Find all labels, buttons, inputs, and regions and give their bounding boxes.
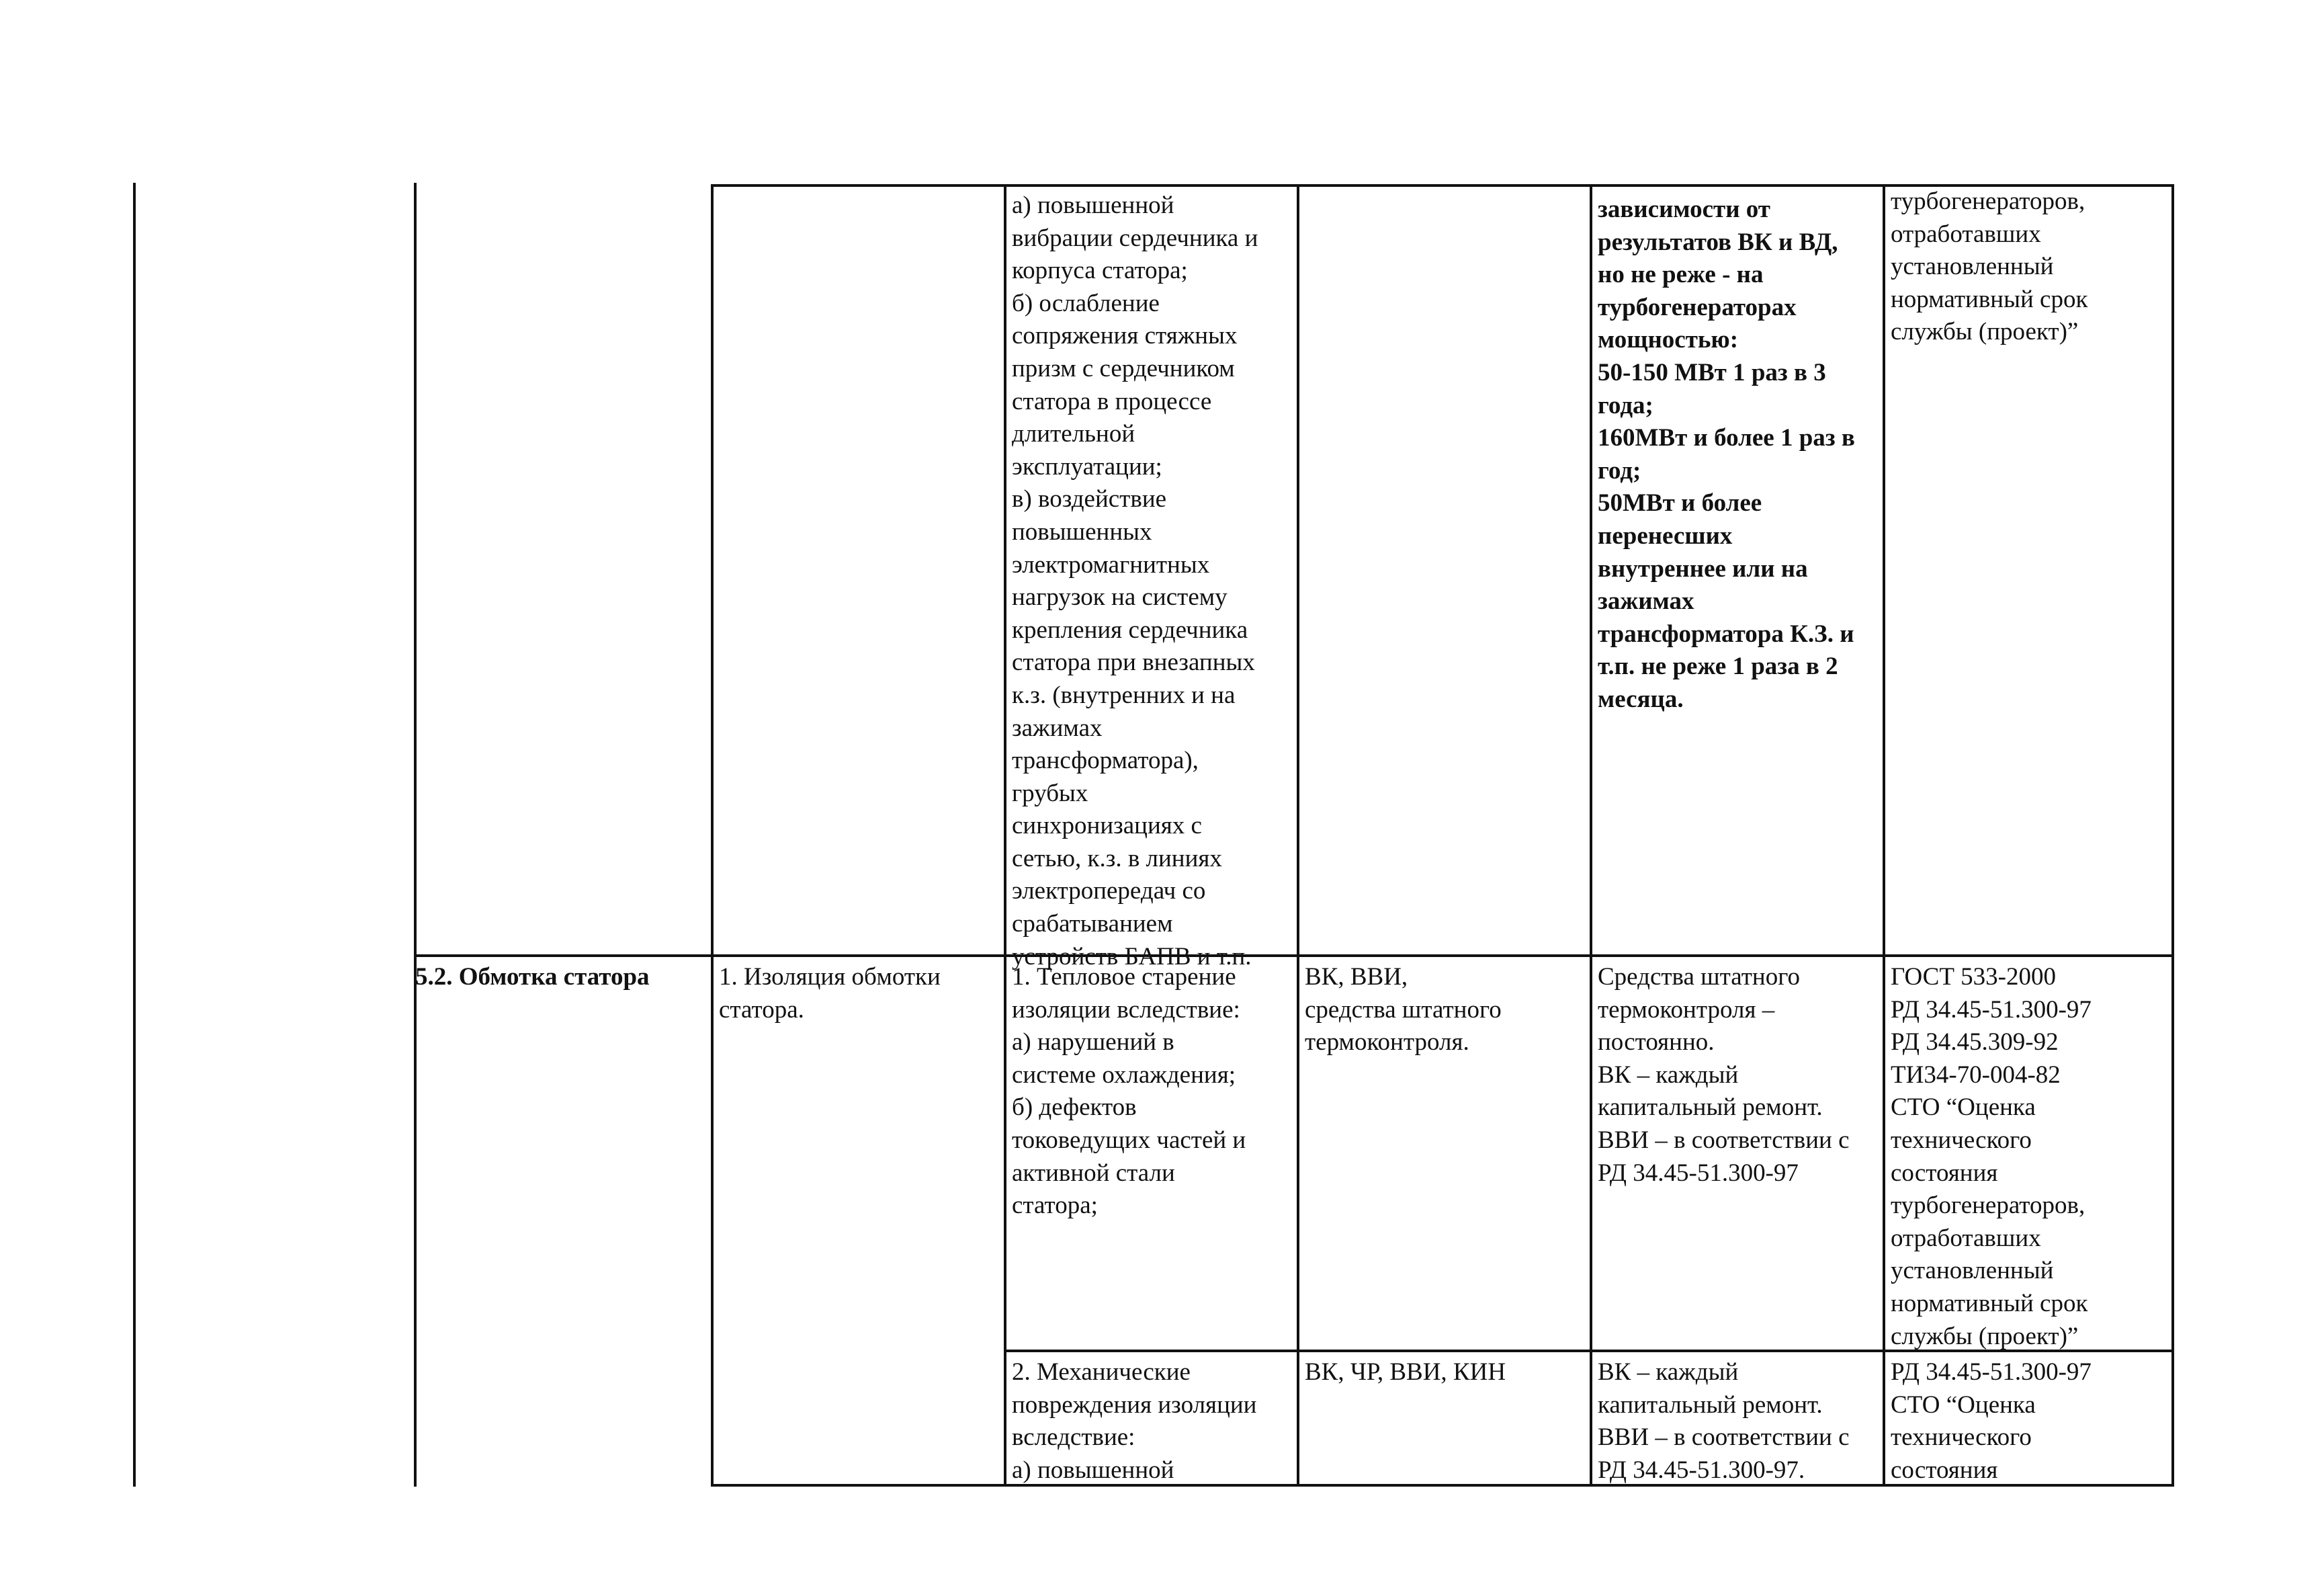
row2-element-cell: 1. Изоляция обмотки статора.	[719, 963, 941, 1024]
row3-causes-cell: 2. Механические повреждения изоляции вследствие: а) повышенной	[1012, 1358, 1257, 1484]
left-margin-rule	[133, 183, 136, 1487]
row2-causes-cell: 1. Тепловое старение изоляции вследствие: а) нарушений в системе охлаждения; б) дефектов токоведущих частей и активной стали статора;	[1012, 963, 1246, 1220]
row3-methods-cell: ВК, ЧР, ВВИ, КИН	[1305, 1358, 1506, 1386]
row2-unit-cell: 5.2. Обмотка статора	[415, 963, 650, 991]
row3-docs-cell: РД 34.45-51.300-97 СТО “Оценка технического состояния	[1891, 1358, 2092, 1484]
row1-docs-cell: турбогенераторов, отработавших установленный нормативный срок службы (проект)”	[1891, 188, 2088, 346]
row2-periodicity-cell: Средства штатного термоконтроля – постоянно. ВК – каждый капитальный ремонт. ВВИ – в соответствии с РД 34.45-51.300-97	[1598, 963, 1850, 1187]
row2-docs-cell: ГОСТ 533-2000 РД 34.45-51.300-97 РД 34.45.309-92 ТИ34-70-004-82 СТО “Оценка технического состояния турбогенераторов, отработавших установленный нормативный срок службы (проект)”	[1891, 963, 2092, 1350]
column-rule	[2171, 185, 2174, 1487]
row1-periodicity-cell: зависимости от результатов ВК и ВД, но не реже - на турбогенераторах мощностью: 50-150 МВт 1 раз в 3 года; 160МВт и более 1 раз в год; 50МВт и более перенесших внутреннее или на зажимах трансформатора К.З. и т.п. не реже 1 раза в 2 месяца.	[1598, 196, 1855, 713]
row1-causes-cell: а) повышенной вибрации сердечника и корпуса статора; б) ослабление сопряжения стяжных призм с сердечником статора в процессе длительной эксплуатации; в) воздействие повышенных электромагнитных нагрузок на систему крепления сердечника статора при внезапных к.з. (внутренних и на зажимах трансформатора), грубых синхронизациях с сетью, к.з. в линиях электропередач со срабатыванием устройств БАПВ и т.п.	[1012, 192, 1258, 970]
row2-methods-cell: ВК, ВВИ, средства штатного термоконтроля.	[1305, 963, 1502, 1057]
row3-periodicity-cell: ВК – каждый капитальный ремонт. ВВИ – в соответствии с РД 34.45-51.300-97.	[1598, 1358, 1850, 1484]
